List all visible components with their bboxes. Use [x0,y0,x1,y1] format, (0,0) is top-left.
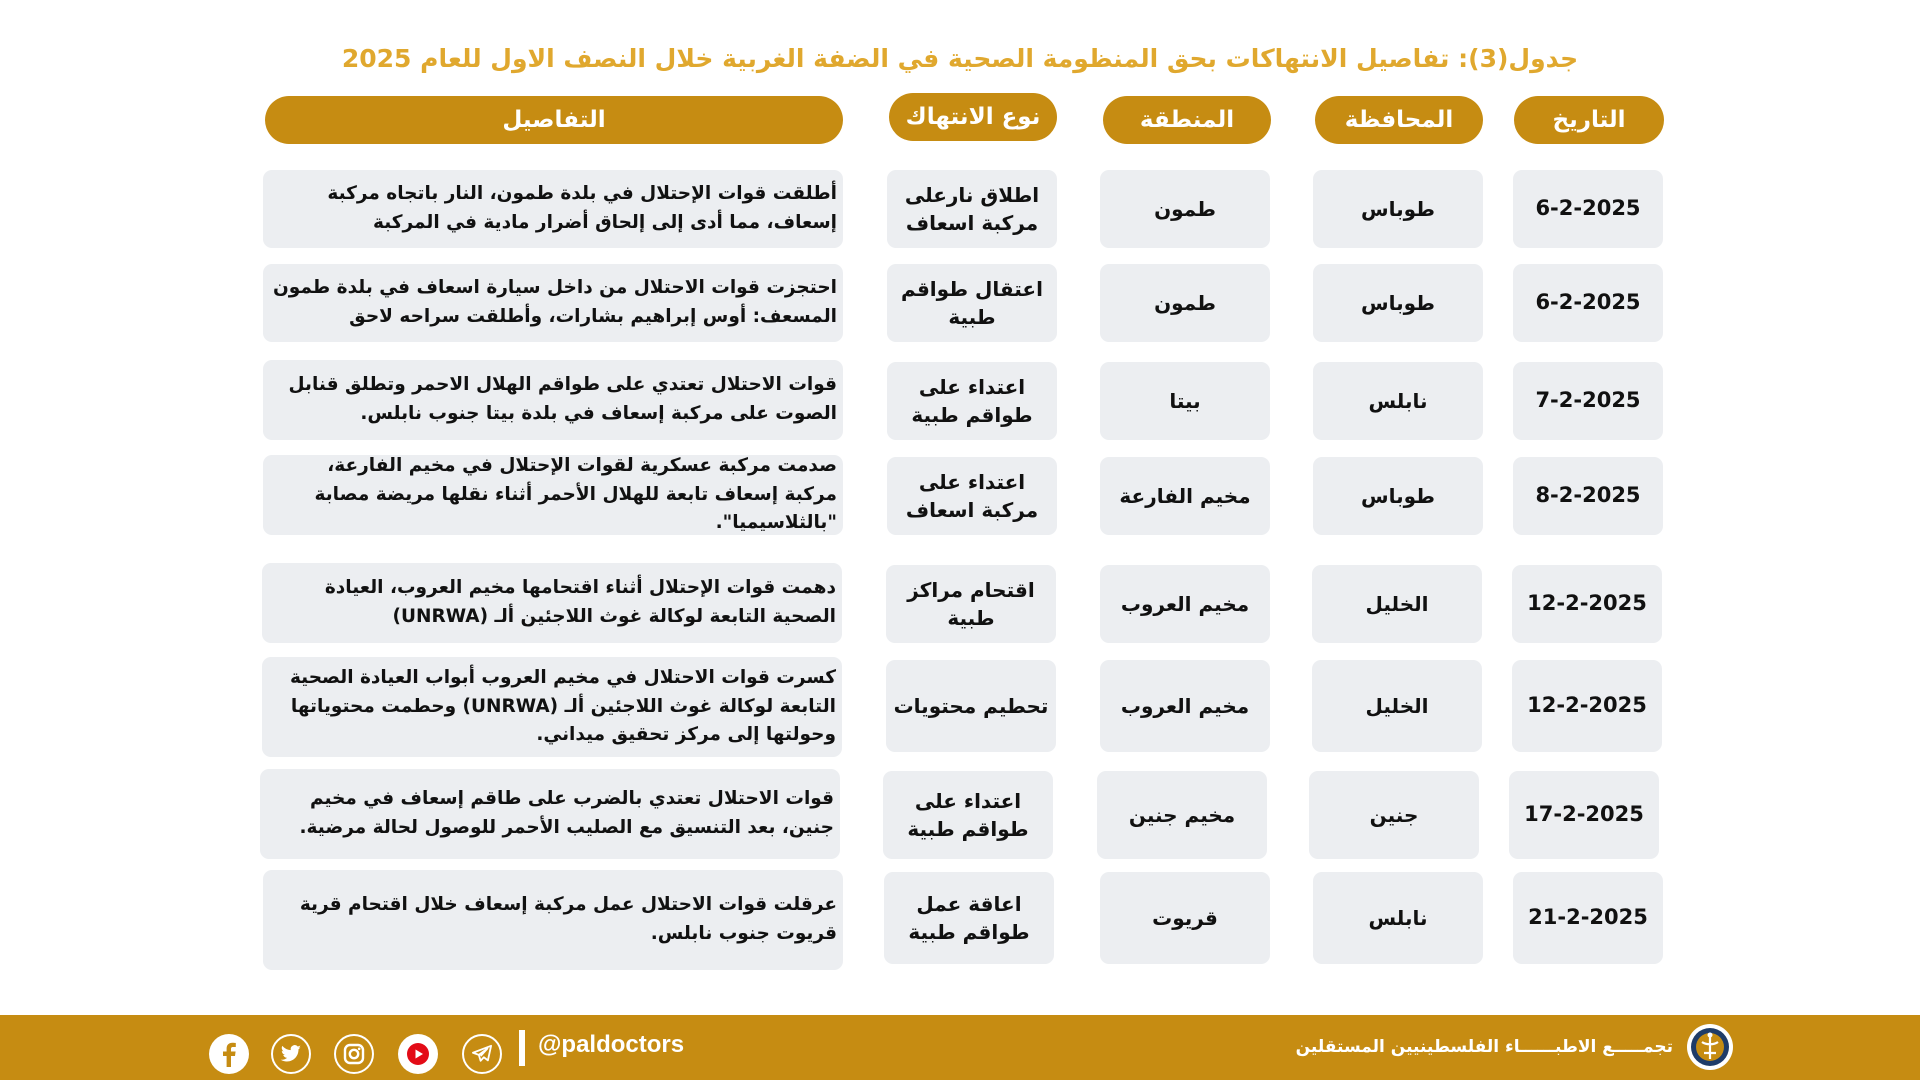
details-cell: احتجزت قوات الاحتلال من داخل سيارة اسعاف في بلدة طمون المسعف: أوس إبراهيم بشارات، وأطلقت سراحه لاحق [263,264,843,342]
details-cell: دهمت قوات الإحتلال أثناء اقتحامها مخيم العروب، العيادة الصحية التابعة لوكالة غوث اللاجئين ألـ (UNRWA) [262,563,842,643]
area-cell: مخيم العروب [1100,660,1270,752]
violation-type-cell: اقتحام مراكز طبية [886,565,1056,643]
violation-type-cell: تحطيم محتويات [886,660,1056,752]
violation-type-cell: اعتداء على مركبة اسعاف [887,457,1057,535]
header-violation-type: نوع الانتهاك [889,93,1057,141]
date-cell: 12-2-2025 [1512,565,1662,643]
governorate-cell: طوباس [1313,457,1483,535]
governorate-cell: طوباس [1313,170,1483,248]
area-cell: مخيم الفارعة [1100,457,1270,535]
footer-divider [519,1030,525,1066]
area-cell: بيتا [1100,362,1270,440]
details-cell: عرقلت قوات الاحتلال عمل مركبة إسعاف خلال اقتحام قرية قريوت جنوب نابلس. [263,870,843,970]
facebook-icon[interactable] [209,1034,249,1074]
date-cell: 6-2-2025 [1513,170,1663,248]
details-cell: صدمت مركبة عسكرية لقوات الإحتلال في مخيم الفارعة، مركبة إسعاف تابعة للهلال الأحمر أثناء نقلها مريضة مصابة "بالثلاسيميا". [263,455,843,535]
area-cell: مخيم العروب [1100,565,1270,643]
header-date: التاريخ [1514,96,1664,144]
header-governorate: المحافظة [1315,96,1483,144]
instagram-icon[interactable] [334,1034,374,1074]
area-cell: طمون [1100,264,1270,342]
violation-type-cell: اعاقة عمل طواقم طبية [884,872,1054,964]
violation-type-cell: اعتداء على طواقم طبية [883,771,1053,859]
governorate-cell: طوباس [1313,264,1483,342]
governorate-cell: نابلس [1313,362,1483,440]
date-cell: 21-2-2025 [1513,872,1663,964]
page-title: جدول(3): تفاصيل الانتهاكات بحق المنظومة الصحية في الضفة الغربية خلال النصف الاول للعام 2025 [341,44,1579,73]
telegram-icon[interactable] [462,1034,502,1074]
twitter-icon[interactable] [271,1034,311,1074]
area-cell: طمون [1100,170,1270,248]
social-handle[interactable]: @paldoctors [538,1031,685,1058]
governorate-cell: نابلس [1313,872,1483,964]
date-cell: 12-2-2025 [1512,660,1662,752]
area-cell: مخيم جنين [1097,771,1267,859]
date-cell: 6-2-2025 [1513,264,1663,342]
violation-type-cell: اطلاق نارعلى مركبة اسعاف [887,170,1057,248]
date-cell: 17-2-2025 [1509,771,1659,859]
date-cell: 7-2-2025 [1513,362,1663,440]
organization-name: تجمـــــع الاطبــــــاء الفلسطينيين المستقلين [1295,1037,1673,1057]
details-cell: أطلقت قوات الإحتلال في بلدة طمون، النار باتجاه مركبة إسعاف، مما أدى إلى إلحاق أضرار مادية في المركبة [263,170,843,248]
governorate-cell: الخليل [1312,565,1482,643]
details-cell: كسرت قوات الاحتلال في مخيم العروب أبواب العيادة الصحية التابعة لوكالة غوث اللاجئين ألـ (UNRWA) وحطمت محتوياتها وحولتها إلى مركز تحقيق ميداني. [262,657,842,757]
governorate-cell: جنين [1309,771,1479,859]
footer-bar [0,1015,1920,1080]
header-area: المنطقة [1103,96,1271,144]
details-cell: قوات الاحتلال تعتدي على طواقم الهلال الاحمر وتطلق قنابل الصوت على مركبة إسعاف في بلدة بيتا جنوب نابلس. [263,360,843,440]
governorate-cell: الخليل [1312,660,1482,752]
details-cell: قوات الاحتلال تعتدي بالضرب على طاقم إسعاف في مخيم جنين، بعد التنسيق مع الصليب الأحمر للوصول لحالة مرضية. [260,769,840,859]
date-cell: 8-2-2025 [1513,457,1663,535]
area-cell: قريوت [1100,872,1270,964]
header-details: التفاصيل [265,96,843,144]
violation-type-cell: اعتداء على طواقم طبية [887,362,1057,440]
organization-logo-icon [1686,1023,1734,1071]
youtube-icon[interactable] [398,1034,438,1074]
violation-type-cell: اعتقال طواقم طبية [887,264,1057,342]
